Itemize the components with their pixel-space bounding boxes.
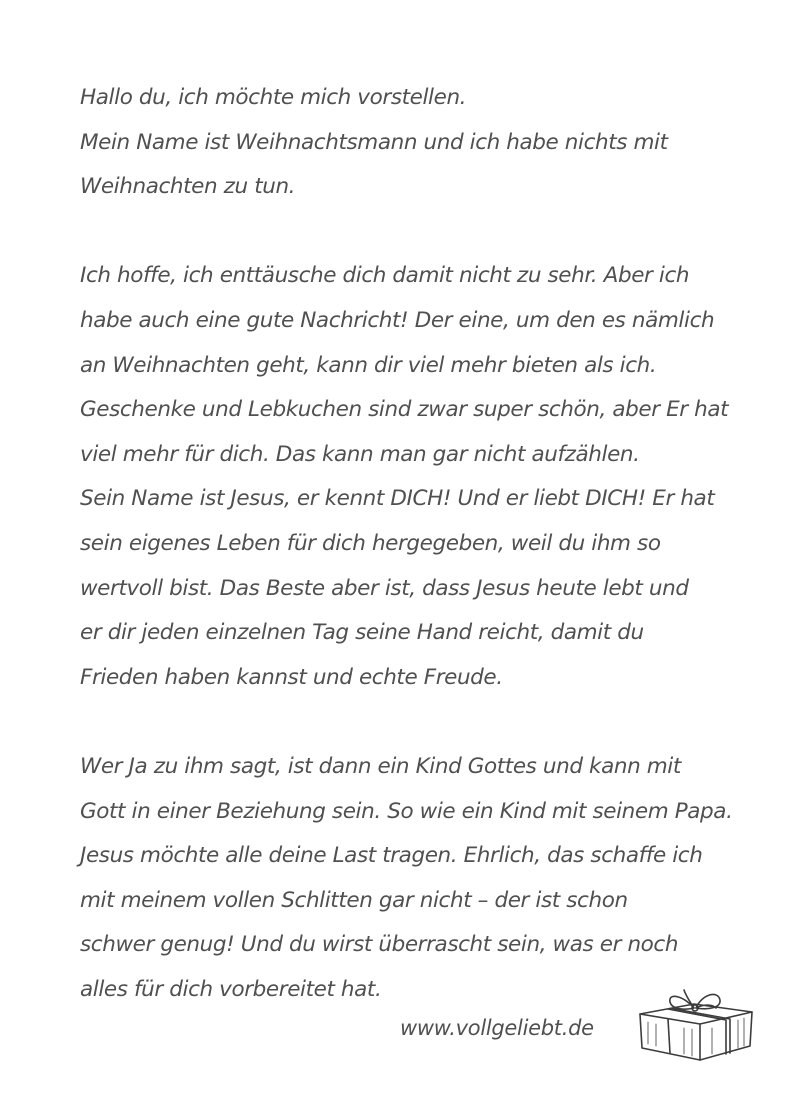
letter-line: er dir jeden einzelnen Tag seine Hand reicht, damit du xyxy=(80,620,644,646)
letter-line: Weihnachten zu tun. xyxy=(80,174,296,200)
letter-body xyxy=(80,76,770,1012)
letter-line: schwer genug! Und du wirst überrascht sein, was er noch xyxy=(80,932,679,958)
paragraph-gap xyxy=(80,700,770,745)
letter-line: Ich hoffe, ich enttäusche dich damit nicht zu sehr. Aber ich xyxy=(80,263,690,289)
letter-line: Sein Name ist Jesus, er kennt DICH! Und er liebt DICH! Er hat xyxy=(80,486,715,512)
letter-line: Mein Name ist Weihnachtsmann und ich habe nichts mit xyxy=(80,129,668,155)
gift-box-icon xyxy=(628,982,764,1062)
letter-line: Geschenke und Lebkuchen sind zwar super schön, aber Er hat xyxy=(80,397,729,423)
letter-line: Hallo du, ich möchte mich vorstellen. xyxy=(80,85,467,110)
letter-line: Jesus möchte alle deine Last tragen. Ehrlich, das schaffe ich xyxy=(80,843,703,869)
letter-line: Gott in einer Beziehung sein. So wie ein Kind mit seinem Papa. xyxy=(80,798,733,824)
paragraph-gap xyxy=(80,210,770,255)
letter-line: wertvoll bist. Das Beste aber ist, dass Jesus heute lebt und xyxy=(80,575,689,601)
letter-line: habe auch eine gute Nachricht! Der eine, um den es nämlich xyxy=(80,307,715,333)
letter-line: sein eigenes Leben für dich hergegeben, weil du ihm so xyxy=(80,530,661,556)
letter-line: Frieden haben kannst und echte Freude. xyxy=(80,664,503,690)
letter-line: alles für dich vorbereitet hat. xyxy=(80,976,382,1002)
letter-line: viel mehr für dich. Das kann man gar nicht aufzählen. xyxy=(80,441,640,467)
letter-line: mit meinem vollen Schlitten gar nicht – der ist schon xyxy=(80,887,628,913)
letter-line: an Weihnachten geht, kann dir viel mehr bieten als ich. xyxy=(80,352,657,378)
website-link[interactable]: www.vollgeliebt.de xyxy=(400,1016,594,1040)
letter-line: Wer Ja zu ihm sagt, ist dann ein Kind Gottes und kann mit xyxy=(80,753,681,779)
